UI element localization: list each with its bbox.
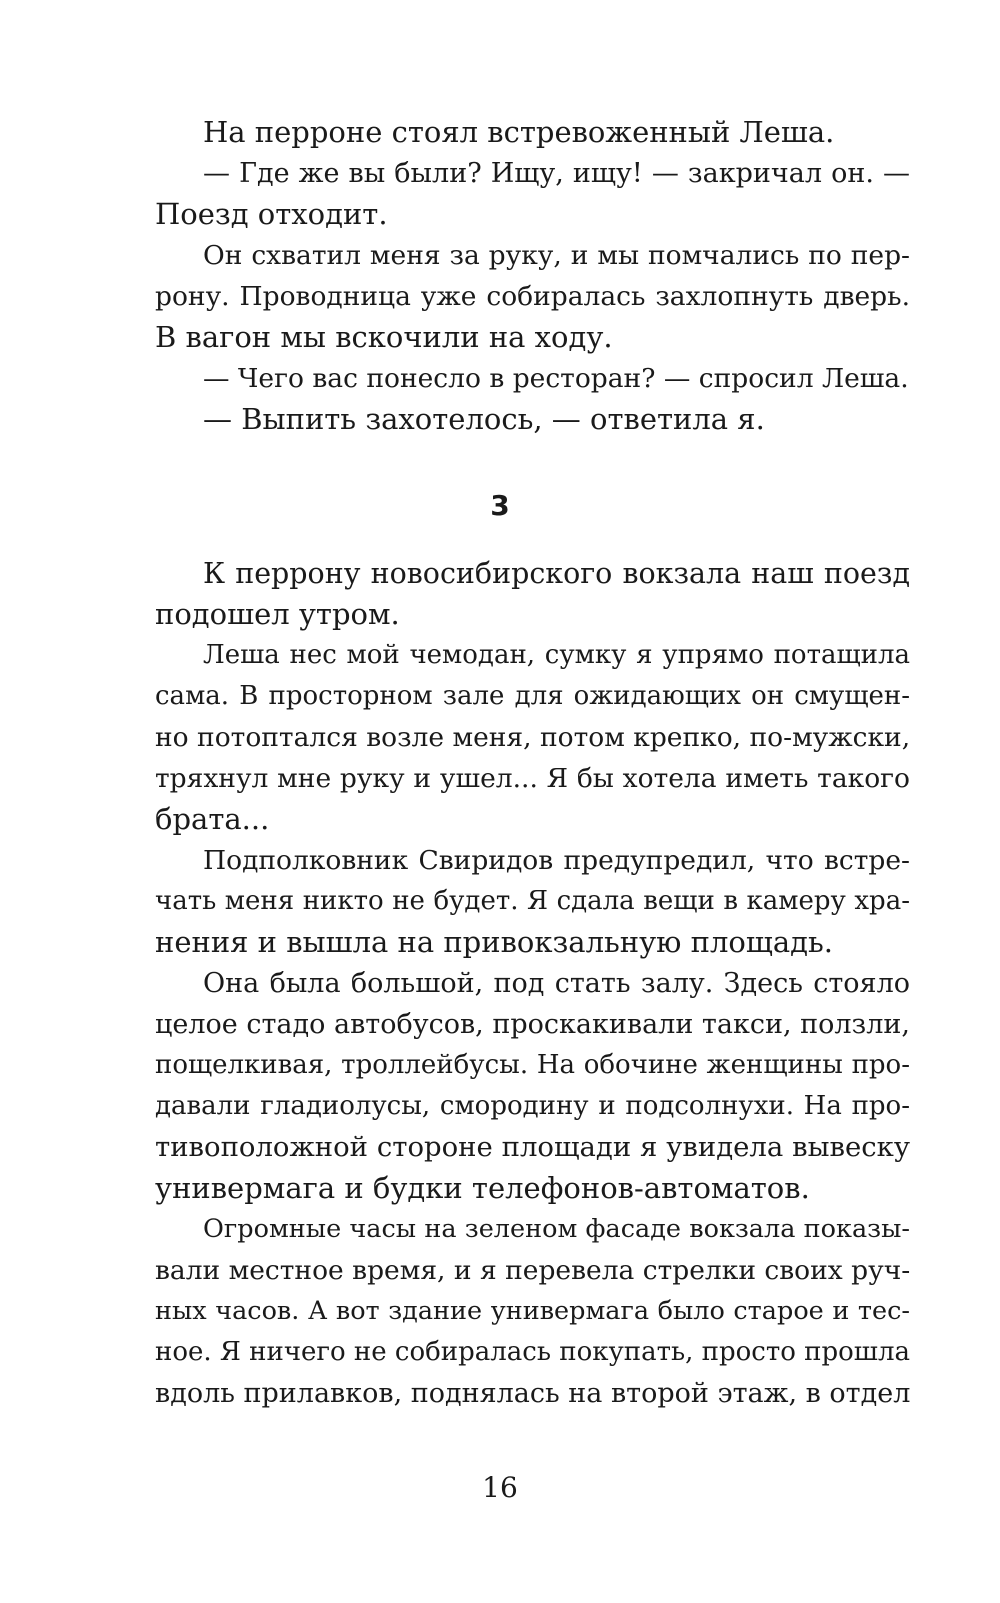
text-line: целое стадо автобусов, проскакивали такси, ползли, [155, 1009, 910, 1040]
text-line: Леша нес мой чемодан, сумку я упрямо потащила [203, 640, 910, 670]
text-line: чать меня никто не будет. Я сдала вещи в камеру хра- [155, 886, 910, 916]
text-line: но потоптался возле меня, потом крепко, по-мужски, [155, 722, 911, 753]
text-line: К перрону новосибирского вокзала наш поезд [203, 557, 910, 590]
text-line: ное. Я ничего не собиралась покупать, просто прошла [155, 1337, 910, 1367]
text-line: вдоль прилавков, поднялась на второй этаж, в отдел [155, 1378, 911, 1409]
text-line: Он схватил меня за руку, и мы помчались по пер- [203, 240, 910, 271]
text-line: универмага и будки телефонов-автоматов. [155, 1171, 810, 1205]
text-line: ных часов. А вот здание универмага было старое и тес- [155, 1296, 910, 1326]
page-number: 16 [482, 1471, 518, 1504]
text-line: В вагон мы вскочили на ходу. [155, 320, 613, 354]
text-line: тряхнул мне руку и ушел... Я бы хотела иметь такого [155, 763, 910, 794]
text-line: тивоположной стороне площади я увидела вывеску [155, 1131, 910, 1163]
text-block-after-chapter [155, 553, 910, 1414]
text-line: брата... [155, 802, 270, 836]
text-line: давали гладиолусы, смородину и подсолнухи. На про- [155, 1091, 910, 1121]
text-block-before-chapter [155, 112, 910, 440]
text-line: сама. В просторном зале для ожидающих он смущен- [155, 681, 910, 711]
text-line: пощелкивая, троллейбусы. На обочине женщины про- [155, 1050, 910, 1080]
text-line: — Чего вас понесло в ресторан? — спросил Леша. [203, 363, 909, 394]
chapter-number: 3 [490, 489, 510, 522]
text-line: Огромные часы на зеленом фасаде вокзала показы- [203, 1214, 910, 1244]
text-line: — Где же вы были? Ищу, ищу! — закричал он. — [203, 158, 910, 189]
text-line: нения и вышла на привокзальную площадь. [155, 925, 833, 959]
text-line: рону. Проводница уже собиралась захлопнуть дверь. [155, 281, 910, 312]
text-line: Она была большой, под стать залу. Здесь стояло [203, 968, 910, 999]
text-line: Подполковник Свиридов предупредил, что встре- [203, 845, 910, 876]
text-line: Поезд отходит. [155, 197, 388, 231]
text-line: вали местное время, и я перевела стрелки своих руч- [155, 1255, 911, 1286]
text-line: — Выпить захотелось, — ответила я. [203, 402, 765, 436]
text-line: На перроне стоял встревоженный Леша. [203, 115, 835, 149]
text-line: подошел утром. [155, 597, 400, 631]
